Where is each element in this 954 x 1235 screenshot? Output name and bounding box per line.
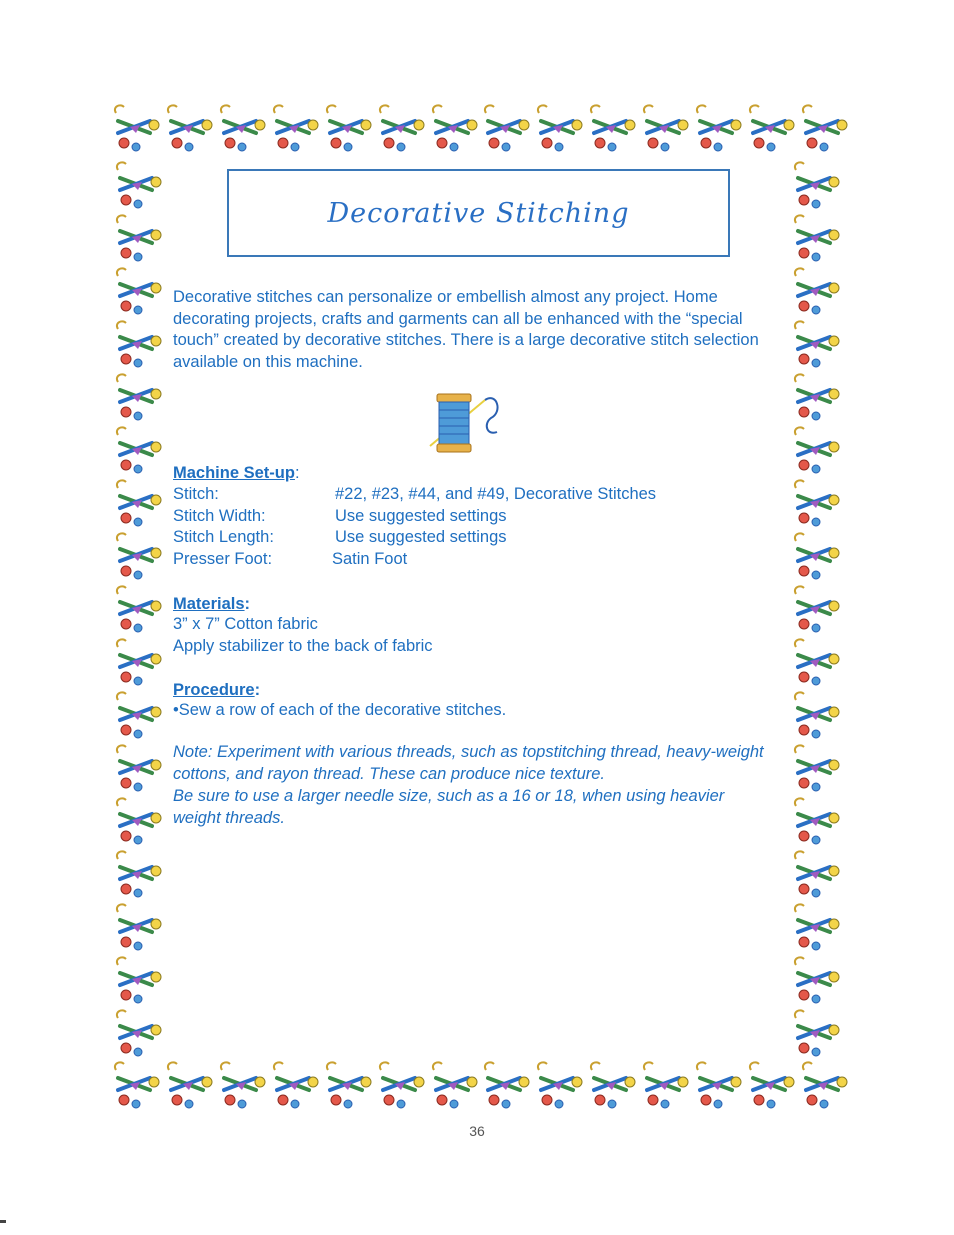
scissors-motif-icon <box>112 266 164 318</box>
materials-heading: Materials: <box>173 595 251 613</box>
scissors-motif-icon <box>798 1060 850 1112</box>
scissors-motif-icon <box>112 796 164 848</box>
page-title: Decorative Stitching <box>327 197 630 229</box>
scissors-motif-icon <box>269 1060 321 1112</box>
bottom-border <box>110 1060 850 1115</box>
intro-paragraph: Decorative stitches can personalize or embellish almost any project. Home decorating projects, crafts and garments can all be enhanced with the “special touch” created by decorative stitches. There is a large decorative stitch selection available on this machine. <box>173 288 759 371</box>
scissors-motif-icon <box>112 584 164 636</box>
procedure-heading: Procedure: <box>173 681 261 699</box>
scissors-motif-icon <box>790 584 842 636</box>
setup-label: Stitch Width: <box>173 506 266 525</box>
scissors-motif-icon <box>790 319 842 371</box>
right-border <box>790 160 845 1060</box>
scissors-motif-icon <box>790 372 842 424</box>
scissors-motif-icon <box>428 1060 480 1112</box>
top-border <box>110 103 850 158</box>
scissors-motif-icon <box>745 1060 797 1112</box>
scissors-motif-icon <box>112 531 164 583</box>
scissors-motif-icon <box>790 1008 842 1060</box>
scissors-motif-icon <box>375 1060 427 1112</box>
scissors-motif-icon <box>790 531 842 583</box>
scissors-motif-icon <box>112 955 164 1007</box>
scissors-motif-icon <box>533 1060 585 1112</box>
scissors-motif-icon <box>375 103 427 155</box>
scissors-motif-icon <box>112 160 164 212</box>
title-box <box>227 169 730 257</box>
scissors-motif-icon <box>110 103 162 155</box>
scissors-motif-icon <box>790 478 842 530</box>
scissors-motif-icon <box>112 690 164 742</box>
machine-setup-heading: Machine Set-up: <box>173 464 300 482</box>
scissors-motif-icon <box>790 743 842 795</box>
scissors-motif-icon <box>692 103 744 155</box>
scissors-motif-icon <box>790 266 842 318</box>
scissors-motif-icon <box>790 849 842 901</box>
scissors-motif-icon <box>639 103 691 155</box>
scissors-motif-icon <box>428 103 480 155</box>
scissors-motif-icon <box>480 1060 532 1112</box>
materials-item: Apply stabilizer to the back of fabric <box>173 637 433 655</box>
scissors-motif-icon <box>269 103 321 155</box>
setup-value: Satin Foot <box>332 549 408 568</box>
scissors-motif-icon <box>112 849 164 901</box>
scissors-motif-icon <box>322 1060 374 1112</box>
left-border <box>112 160 167 1060</box>
setup-value: Use suggested settings <box>335 528 507 546</box>
procedure-step: •Sew a row of each of the decorative stitches. <box>173 701 507 719</box>
scissors-motif-icon <box>586 1060 638 1112</box>
scissors-motif-icon <box>790 690 842 742</box>
scissors-motif-icon <box>216 103 268 155</box>
scissors-motif-icon <box>745 103 797 155</box>
scissors-motif-icon <box>639 1060 691 1112</box>
setup-value: #22, #23, #44, and #49, Decorative Stitches <box>335 485 657 503</box>
scissors-motif-icon <box>112 1008 164 1060</box>
scissors-motif-icon <box>798 103 850 155</box>
scissors-motif-icon <box>790 160 842 212</box>
scissors-motif-icon <box>216 1060 268 1112</box>
scissors-motif-icon <box>163 1060 215 1112</box>
scissors-motif-icon <box>790 955 842 1007</box>
scissors-motif-icon <box>790 796 842 848</box>
scissors-motif-icon <box>112 372 164 424</box>
page-number: 36 <box>469 1123 485 1139</box>
setup-label: Presser Foot: <box>173 549 273 568</box>
note-line: Note: Experiment with various threads, such as topstitching thread, heavy-weight cottons, and rayon thread. These can produce nice texture. <box>173 743 764 783</box>
scissors-motif-icon <box>790 637 842 689</box>
scissors-motif-icon <box>692 1060 744 1112</box>
machine-setup-table <box>173 484 735 570</box>
scissors-motif-icon <box>790 425 842 477</box>
materials-item: 3” x 7” Cotton fabric <box>173 615 318 633</box>
scissors-motif-icon <box>533 103 585 155</box>
scissors-motif-icon <box>112 425 164 477</box>
scissors-motif-icon <box>112 637 164 689</box>
note-line: Be sure to use a larger needle size, such as a 16 or 18, when using heavier weight threads. <box>173 787 725 827</box>
scissors-motif-icon <box>112 319 164 371</box>
scissors-motif-icon <box>790 213 842 265</box>
scissors-motif-icon <box>112 902 164 954</box>
scissors-motif-icon <box>480 103 532 155</box>
setup-label: Stitch Length: <box>173 528 274 546</box>
scissors-motif-icon <box>790 902 842 954</box>
scissors-motif-icon <box>163 103 215 155</box>
scissors-motif-icon <box>112 213 164 265</box>
scan-mark <box>0 1220 6 1223</box>
scissors-motif-icon <box>112 478 164 530</box>
thread-spool-icon <box>425 384 505 460</box>
scissors-motif-icon <box>112 743 164 795</box>
scissors-motif-icon <box>322 103 374 155</box>
setup-value: Use suggested settings <box>335 506 507 525</box>
setup-label: Stitch: <box>173 485 219 503</box>
scissors-motif-icon <box>586 103 638 155</box>
scissors-motif-icon <box>110 1060 162 1112</box>
